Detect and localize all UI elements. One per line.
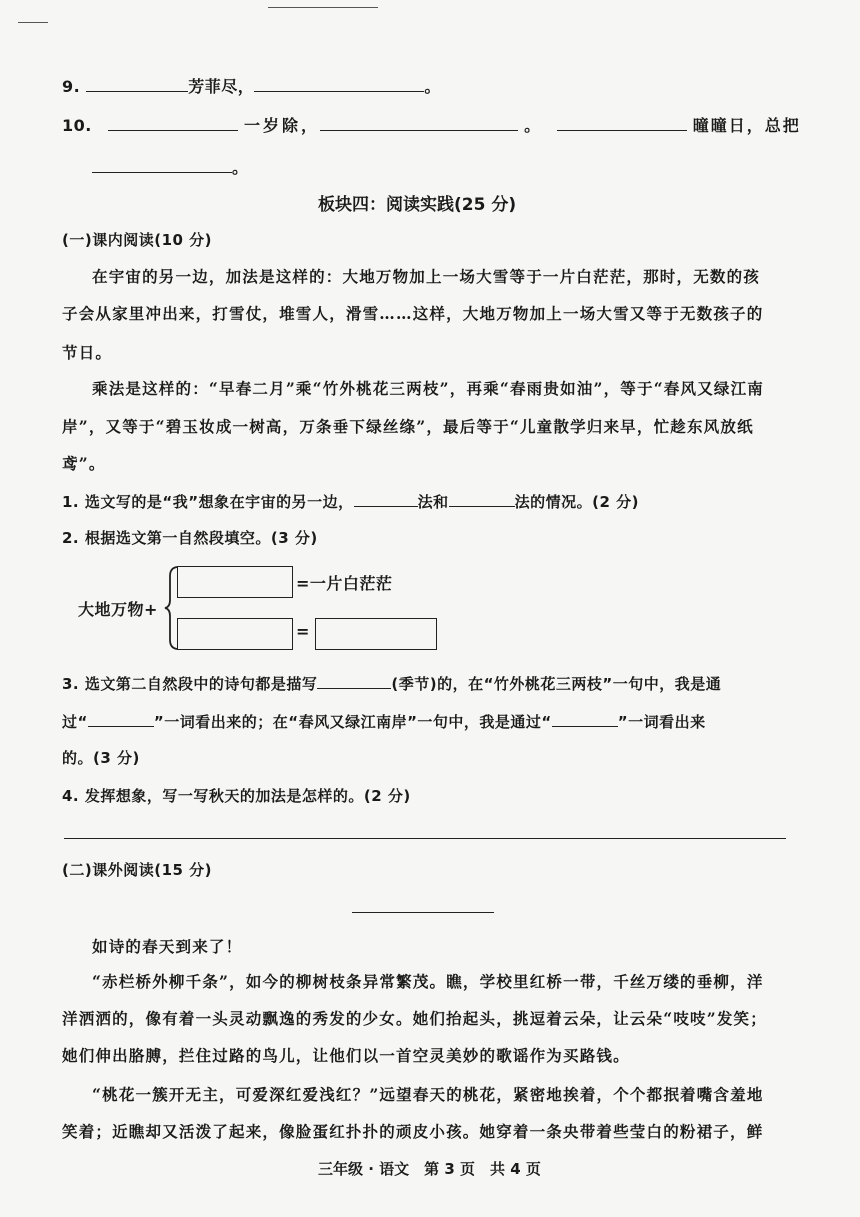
section-title: 板块四：阅读实践(25 分) xyxy=(318,195,517,215)
passage-line: “赤栏桥外柳千条”，如今的柳树枝条异常繁茂。瞧，学校里红桥一带，千丝万缕的垂柳，洋 xyxy=(92,972,764,991)
brace-icon xyxy=(164,566,178,650)
answer-blank[interactable] xyxy=(449,492,515,507)
answer-box-2[interactable] xyxy=(177,618,293,650)
passage-line: 子会从家里冲出来，打雪仗，堆雪人，滑雪……这样，大地万物加上一场大雪又等于无数孩子的 xyxy=(62,304,764,323)
passage-line: 笑着；近瞧却又活泼了起来，像脸蛋红扑扑的顽皮小孩。她穿着一条央带着些莹白的粉裙子，鲜 xyxy=(62,1122,764,1141)
passage-line: 鸢”。 xyxy=(62,454,106,473)
answer-line[interactable] xyxy=(64,838,786,839)
answer-blank[interactable] xyxy=(317,674,391,689)
question-1: 1. 选文写的是“我”想象在宇宙的另一边， 法和 法的情况。(2 分) xyxy=(62,493,639,511)
question-3-line1: 3. 选文第二自然段中的诗句都是描写 (季节)的，在“竹外桃花三两枝”一句中，我是通 xyxy=(62,675,722,693)
answer-blank[interactable] xyxy=(92,158,232,173)
passage-line: 如诗的春天到来了！ xyxy=(92,937,243,956)
title-blank[interactable] xyxy=(352,912,494,913)
page-footer: 三年级 · 语文 第 3 页 共 4 页 xyxy=(318,1160,541,1178)
diagram-eq2: = xyxy=(296,622,310,641)
passage-line: 乘法是这样的：“早春二月”乘“竹外桃花三两枝”，再乘“春雨贵如油”，等于“春风又绿江南 xyxy=(92,379,765,398)
passage-line: 节日。 xyxy=(62,343,113,362)
diagram-eq1: =一片白茫茫 xyxy=(296,574,393,593)
passage-line: 洋洒洒的，像有着一头灵动飘逸的秀发的少女。她们抬起头，挑逗着云朵，让云朵“吱吱”发笑； xyxy=(62,1009,767,1028)
scan-mark xyxy=(18,22,48,23)
answer-blank[interactable] xyxy=(320,116,518,131)
part2-heading: (二)课外阅读(15 分) xyxy=(62,861,213,879)
answer-blank[interactable] xyxy=(254,77,424,92)
passage-line: 在宇宙的另一边，加法是这样的：大地万物加上一场大雪等于一片白茫茫，那时，无数的孩 xyxy=(92,267,761,286)
diagram-left-label: 大地万物+ xyxy=(78,600,158,619)
answer-blank[interactable] xyxy=(354,492,418,507)
question-4: 4. 发挥想象，写一写秋天的加法是怎样的。(2 分) xyxy=(62,787,411,805)
fill-question-10-cont: 。 xyxy=(92,155,249,178)
passage-line: “桃花一簇开无主，可爱深红爱浅红？”远望春天的桃花，紧密地挨着，个个都抿着嘴含羞地 xyxy=(92,1085,764,1104)
question-2: 2. 根据选文第一自然段填空。(3 分) xyxy=(62,529,318,547)
question-3-line3: 的。(3 分) xyxy=(62,749,140,767)
passage-line: 岸”，又等于“碧玉妆成一树高，万条垂下绿丝绦”，最后等于“儿童散学归来早，忙趁东风放纸 xyxy=(62,417,754,436)
answer-box-3[interactable] xyxy=(315,618,437,650)
passage-line: 她们伸出胳膊，拦住过路的鸟儿，让他们以一首空灵美妙的歌谣作为买路钱。 xyxy=(62,1046,630,1065)
fill-question-10: 10. 一岁除， 。 曈曈日，总把 xyxy=(62,116,801,135)
answer-box-1[interactable] xyxy=(177,566,293,598)
fill-question-9: 9. 芳菲尽， 。 xyxy=(62,77,441,96)
answer-blank[interactable] xyxy=(108,116,238,131)
part1-heading: (一)课内阅读(10 分) xyxy=(62,231,213,249)
answer-blank[interactable] xyxy=(86,77,188,92)
scan-mark xyxy=(268,7,378,8)
answer-blank[interactable] xyxy=(557,116,687,131)
question-3-line2: 过“ ”一词看出来的；在“春风又绿江南岸”一句中，我是通过“ ”一词看出来 xyxy=(62,713,706,731)
answer-blank[interactable] xyxy=(88,712,154,727)
answer-blank[interactable] xyxy=(552,712,618,727)
